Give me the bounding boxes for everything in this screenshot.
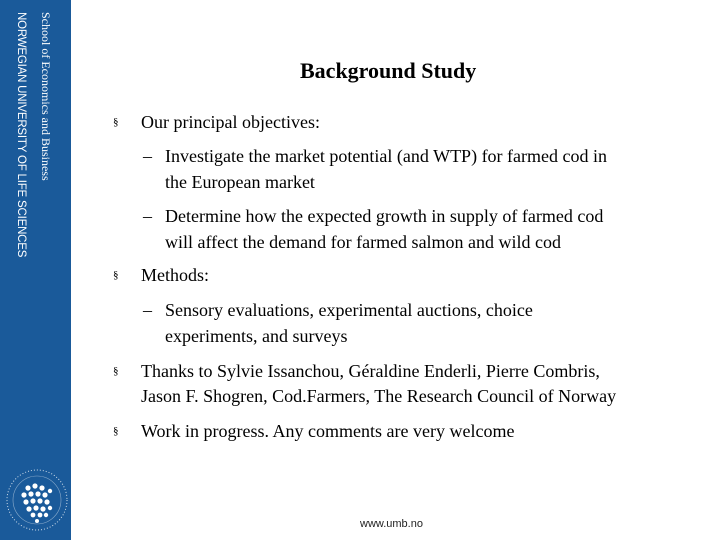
university-name: NORWEGIAN UNIVERSITY OF LIFE SCIENCES (15, 12, 27, 258)
bullet-item-line: Thanks to Sylvie Issanchou, Géraldine Enderli, Pierre Combris, (141, 361, 600, 381)
dash-icon: – (143, 146, 152, 166)
bullet-item: Methods: (141, 265, 210, 285)
footer-url: www.umb.no (360, 518, 423, 530)
bullet-icon: § (113, 116, 119, 128)
bullet-icon: § (113, 269, 119, 281)
sub-item-line: experiments, and surveys (165, 326, 348, 346)
sub-item-line: Investigate the market potential (and WTP) for farmed cod in (165, 146, 608, 166)
sub-item-line: will affect the demand for farmed salmon and wild cod (165, 232, 562, 252)
bullet-icon: § (113, 365, 119, 377)
sub-item-line: Sensory evaluations, experimental auctions, choice (165, 300, 533, 320)
bullet-item-line: Jason F. Shogren, Cod.Farmers, The Research Council of Norway (141, 386, 617, 406)
dash-icon: – (143, 300, 152, 320)
slide-title: Background Study (300, 58, 477, 83)
sidebar (0, 0, 71, 540)
bullet-icon: § (113, 425, 119, 437)
school-name: School of Economics and Business (39, 12, 53, 181)
sub-item-line: the European market (165, 172, 315, 192)
bullet-item: Work in progress. Any comments are very welcome (141, 421, 515, 441)
bullet-item: Our principal objectives: (141, 112, 320, 132)
umb-seal-icon (4, 460, 70, 540)
dash-icon: – (143, 206, 152, 226)
sub-item-line: Determine how the expected growth in supply of farmed cod (165, 206, 604, 226)
